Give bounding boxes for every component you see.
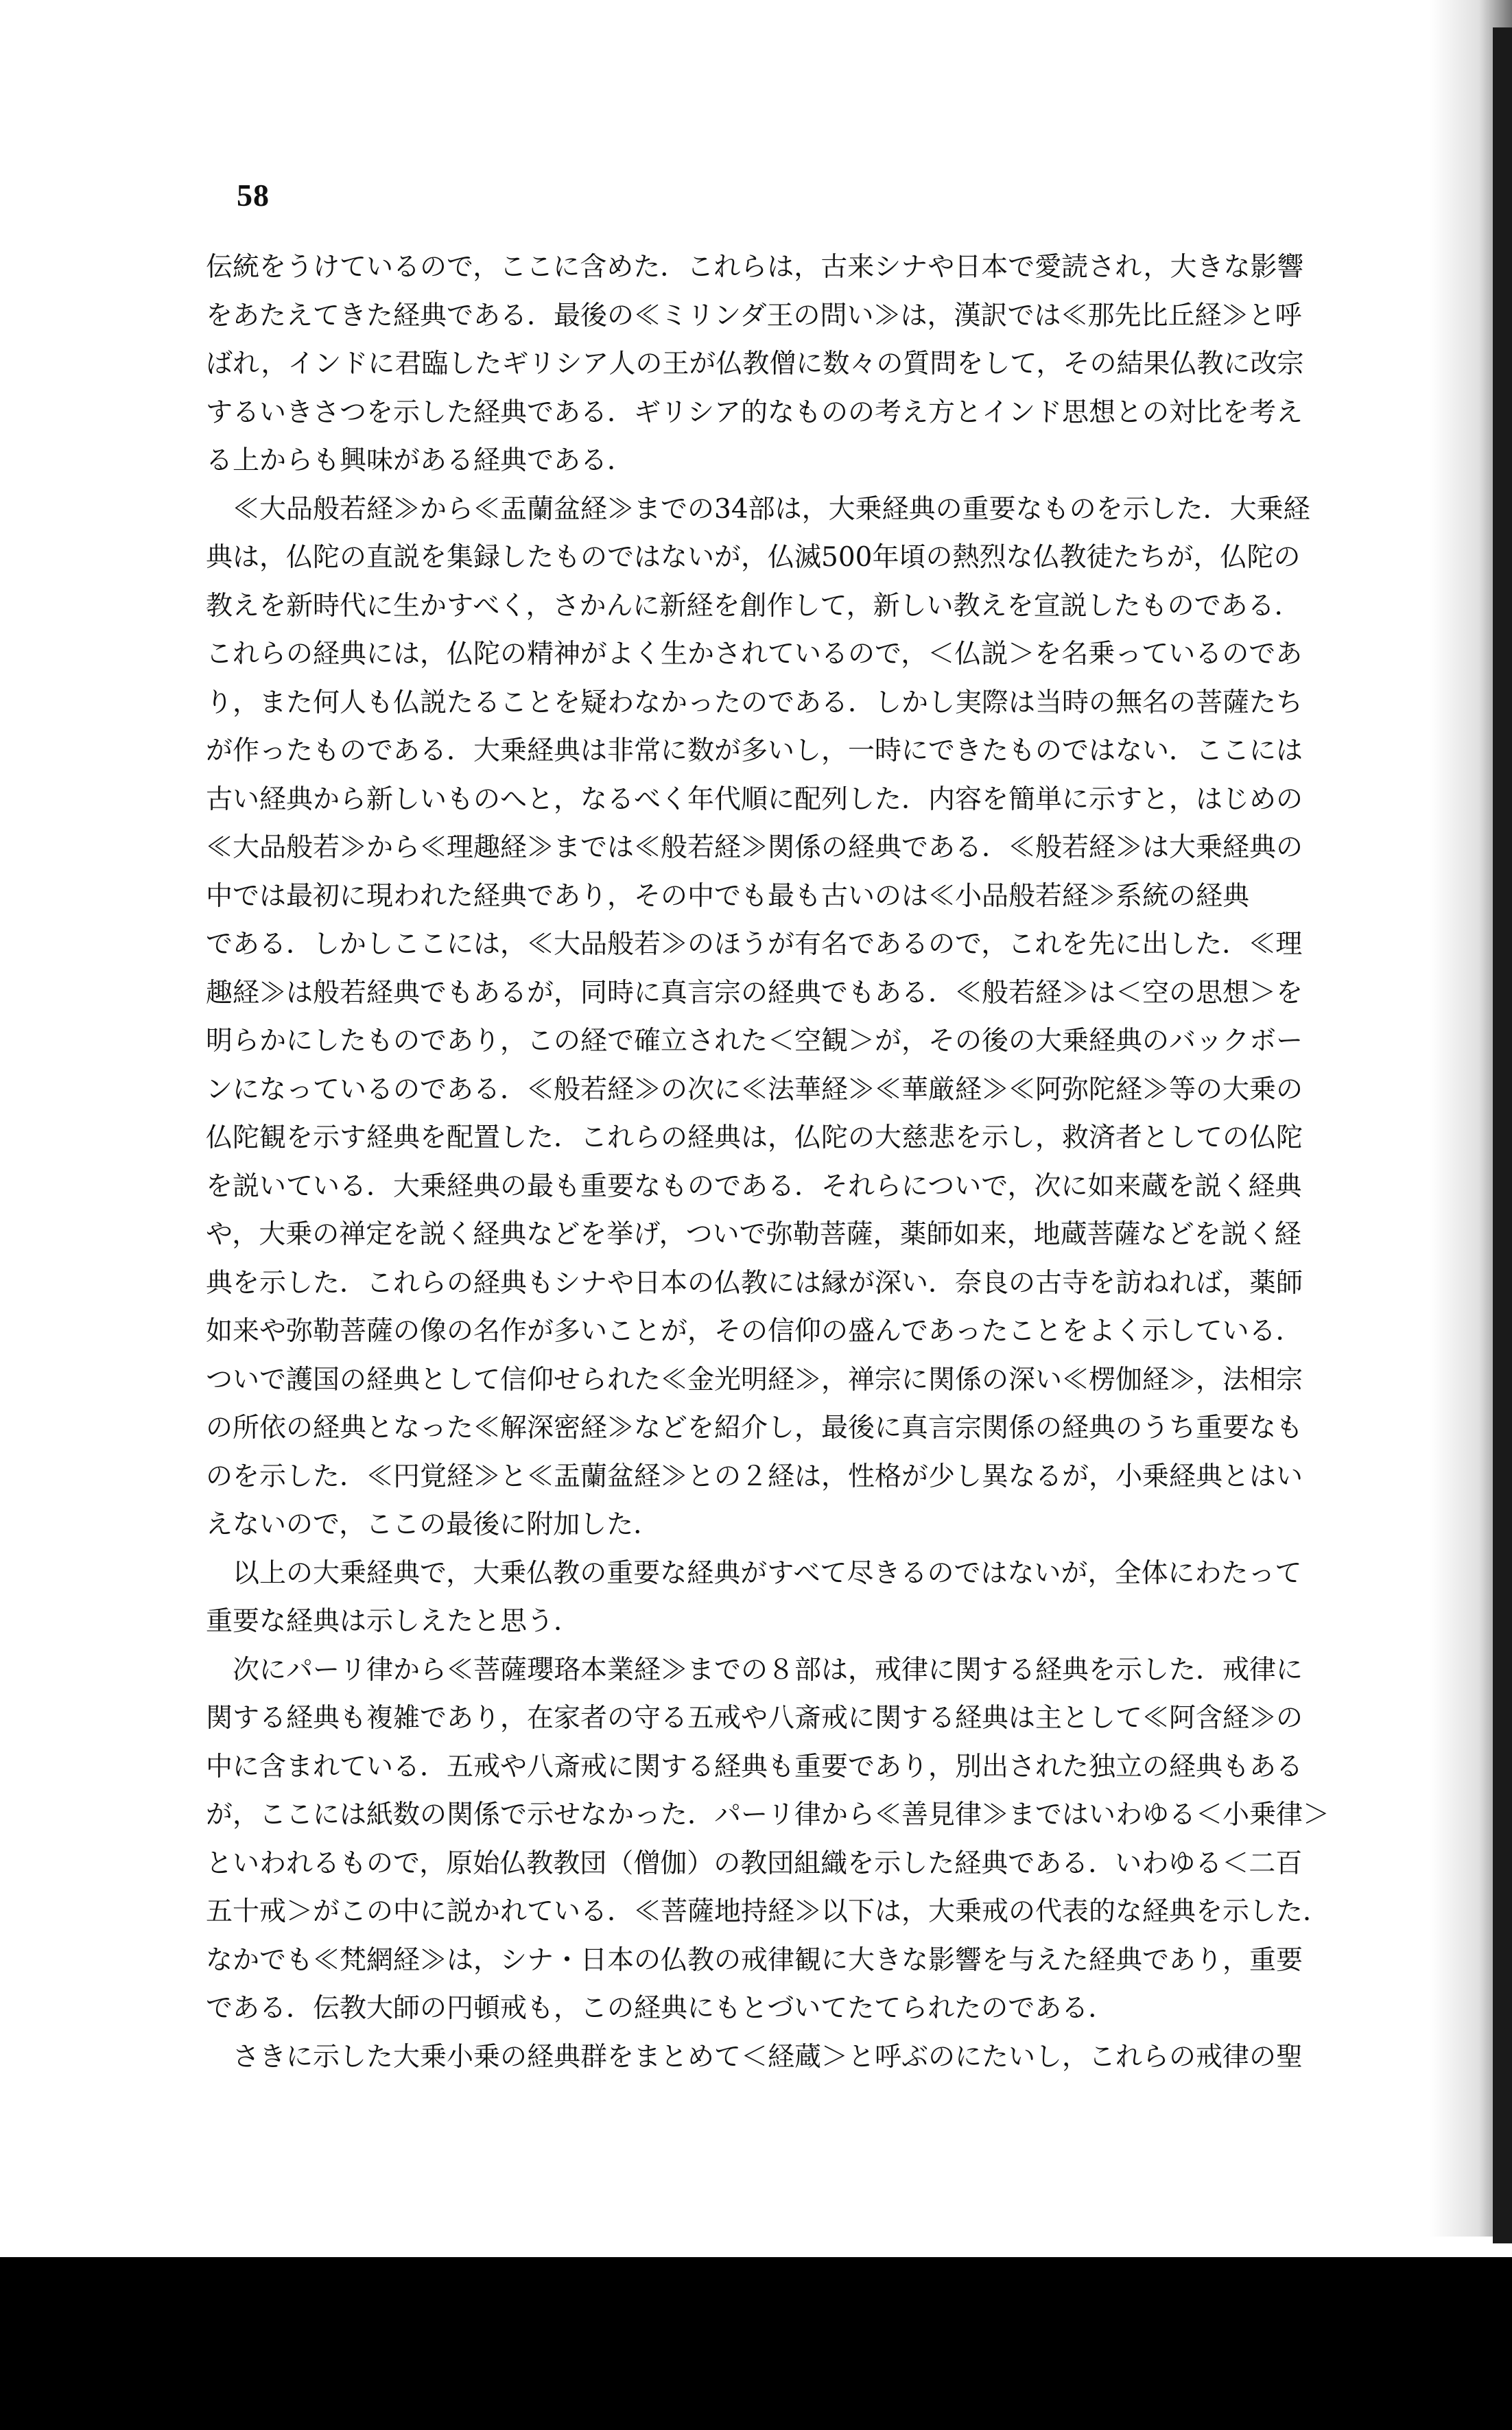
text-line: ンになっているのである．≪般若経≫の次に≪法華経≫≪華厳経≫≪阿弥陀経≫等の大乗の: [206, 1074, 1303, 1105]
text-line: なかでも≪梵網経≫は，シナ・日本の仏教の戒律観に大きな影響を与えた経典であり，重要: [206, 1944, 1303, 1976]
text-line: 教えを新時代に生かすべく，さかんに新経を創作して，新しい教えを宣説したものである．: [206, 590, 1301, 622]
text-line: をあたえてきた経典である．最後の≪ミリンダ王の問い≫は，漢訳では≪那先比丘経≫と呼: [206, 300, 1302, 331]
text-line: 五十戒＞がこの中に説かれている．≪菩薩地持経≫以下は，大乗戒の代表的な経典を示した．: [206, 1896, 1330, 1927]
text-line: さきに示した大乗小乗の経典群をまとめて＜経蔵＞と呼ぶのにたいし，これらの戒律の聖: [233, 2041, 1303, 2073]
text-line: ばれ，インドに君臨したギリシア人の王が仏教僧に数々の質問をして，その結果仏教に改宗: [206, 349, 1304, 379]
text-line: 中では最初に現われた経典であり，その中でも最も古いのは≪小品般若経≫系統の経典: [206, 880, 1250, 912]
text-line: 重要な経典は示しえたと思う．: [206, 1606, 581, 1637]
text-line: するいきさつを示した経典である．ギリシア的なものの考え方とインド思想との対比を考え: [206, 397, 1303, 428]
text-line: のを示した．≪円覚経≫と≪盂蘭盆経≫との２経は，性格が少し異なるが，小乗経典とはい: [206, 1461, 1303, 1492]
text-line: 中に含まれている．五戒や八斎戒に関する経典も重要であり，別出された独立の経典もある: [206, 1751, 1303, 1782]
text-line: を説いている．大乗経典の最も重要なものである．それらについで，次に如来蔵を説く経典: [206, 1170, 1302, 1202]
text-line: る上からも興味がある経典である．: [206, 445, 635, 476]
text-line: ≪大品般若経≫から≪盂蘭盆経≫までの34部は，大乗経典の重要なものを示した．大乗経: [233, 493, 1310, 525]
scan-edge-dark: [1493, 27, 1512, 2243]
text-line: といわれるもので，原始仏教教団（僧伽）の教団組織を示した経典である．いわゆる＜二百: [206, 1848, 1303, 1879]
text-line: 次にパーリ律から≪菩薩瓔珞本業経≫までの８部は，戒律に関する経典を示した．戒律に: [233, 1654, 1303, 1686]
text-line: ≪大品般若≫から≪理趣経≫までは≪般若経≫関係の経典である．≪般若経≫は大乗経典の: [206, 832, 1303, 863]
text-line: 明らかにしたものであり，この経で確立された＜空観＞が，その後の大乗経典のバックボー: [206, 1026, 1303, 1057]
text-line: これらの経典には，仏陀の精神がよく生かされているので，＜仏説＞を名乗っているのであ: [206, 639, 1303, 670]
page-number: 58: [237, 178, 270, 213]
text-line: 如来や弥勒菩薩の像の名作が多いことが，その信仰の盛んであったことをよく示している．: [206, 1316, 1303, 1347]
text-line: や，大乗の禅定を説く経典などを挙げ，ついで弥勒菩薩，薬師如来，地蔵菩薩などを説く経: [206, 1219, 1301, 1250]
text-line: である．伝教大師の円頓戒も，この経典にもとづいてたてられたのである．: [206, 1993, 1115, 2024]
text-line: 以上の大乗経典で，大乗仏教の重要な経典がすべて尽きるのではないが，全体にわたって: [233, 1557, 1302, 1589]
text-line: 典は，仏陀の直説を集録したものではないが，仏滅500年頃の熱烈な仏教徒たちが，仏陀の: [206, 542, 1301, 573]
text-line: 典を示した．これらの経典もシナや日本の仏教には縁が深い．奈良の古寺を訪ねれば，薬師: [206, 1267, 1303, 1299]
text-line: ついで護国の経典として信仰せられた≪金光明経≫，禅宗に関係の深い≪楞伽経≫，法相宗: [206, 1364, 1303, 1395]
text-line: である．しかしここには，≪大品般若≫のほうが有名であるので，これを先に出した．≪理: [206, 929, 1303, 960]
body-text: [206, 244, 1465, 2081]
text-line: 関する経典も複雑であり，在家者の守る五戒や八斎戒に関する経典は主として≪阿含経≫の: [206, 1703, 1303, 1734]
text-line: が，ここには紙数の関係で示せなかった．パーリ律から≪善見律≫まではいわゆる＜小乗律＞: [206, 1800, 1330, 1830]
text-line: の所依の経典となった≪解深密経≫などを紹介し，最後に真言宗関係の経典のうち重要なも: [206, 1413, 1303, 1443]
text-line: 趣経≫は般若経典でもあるが，同時に真言宗の経典でもある．≪般若経≫は＜空の思想＞を: [206, 977, 1303, 1008]
text-line: り，また何人も仏説たることを疑わなかったのである．しかし実際は当時の無名の菩薩たち: [206, 687, 1303, 718]
scan-bottom-border: [0, 2257, 1512, 2430]
text-line: が作ったものである．大乗経典は非常に数が多いし，一時にできたものではない．ここには: [206, 735, 1303, 766]
text-line: 古い経典から新しいものへと，なるべく年代順に配列した．内容を簡単に示すと，はじめの: [206, 783, 1303, 815]
text-line: 仏陀観を示す経典を配置した．これらの経典は，仏陀の大慈悲を示し，救済者としての仏陀: [206, 1122, 1303, 1153]
text-line: えないので，ここの最後に附加した．: [206, 1509, 661, 1540]
text-line: 伝統をうけているので，ここに含めた．これらは，古来シナや日本で愛読され，大きな影響: [206, 252, 1304, 283]
